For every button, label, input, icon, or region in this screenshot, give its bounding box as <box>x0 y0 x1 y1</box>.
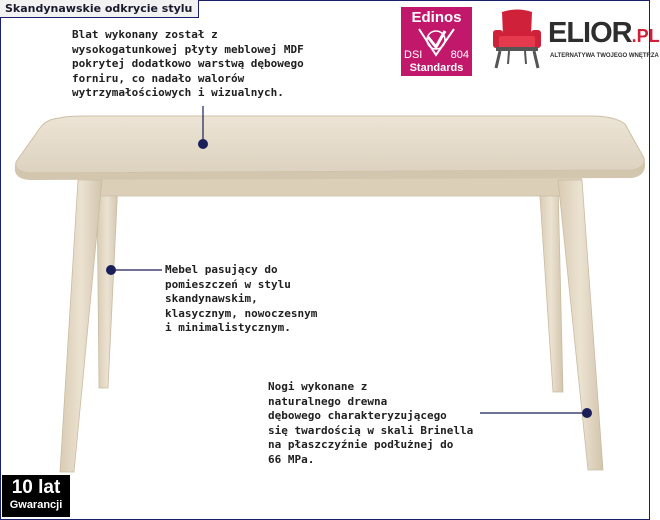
page-title: Skandynawskie odkrycie stylu <box>0 0 199 18</box>
middle-annotation-dot <box>106 265 116 275</box>
tabletop-annotation: Blat wykonany został z wysokogatunkowej płyty meblowej MDF pokrytej dodatkowo warstwą dębowego forniru, co nadało walorów wytrzymałościowych i wizualnych. <box>72 28 304 99</box>
edinos-dsi: DSI <box>404 49 423 61</box>
style-annotation: Mebel pasujący do pomieszczeń w stylu skandynawskim, klasycznym, nowoczesnym i minimalistycznym. <box>165 263 318 334</box>
back-right-leg <box>539 182 563 392</box>
front-left-leg <box>60 180 102 472</box>
edinos-standards: Standards <box>409 62 464 74</box>
tabletop <box>16 116 644 173</box>
edinos-name: Edinos <box>411 9 462 26</box>
warranty-label: Gwarancji <box>9 499 63 511</box>
edinos-number: 804 <box>450 49 469 61</box>
elior-tagline: ALTERNATYWA TWOJEGO WNĘTRZA <box>550 53 659 59</box>
back-left-leg <box>97 182 118 388</box>
bottom-annotation-dot <box>582 408 592 418</box>
legs-annotation: Nogi wykonane z naturalnego drewna dębowego charakteryzującego się twardością w skali Brinella na płaszczyźnie podłużnej do 66 MPa. <box>268 380 474 466</box>
elior-name: ELIOR <box>548 17 632 49</box>
warranty-badge <box>2 475 70 517</box>
warranty-years: 10 lat <box>11 477 61 498</box>
front-right-leg <box>558 180 603 470</box>
elior-suffix: .PL <box>631 26 660 46</box>
top-annotation-dot <box>198 139 208 149</box>
